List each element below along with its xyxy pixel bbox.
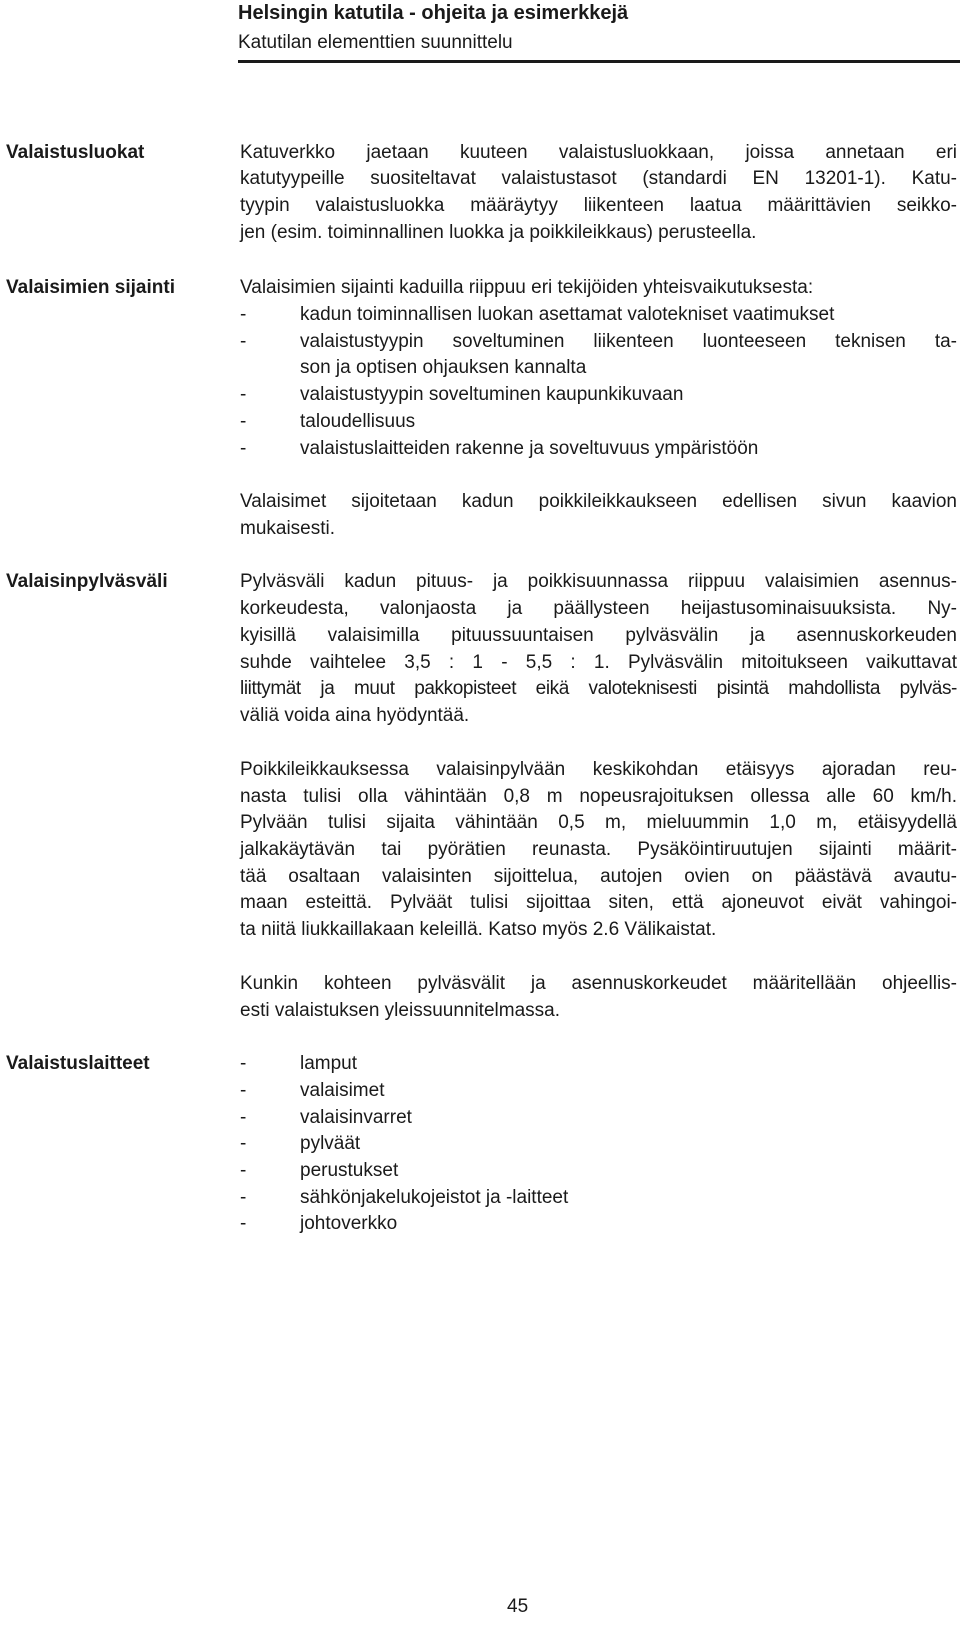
bullet-dash: - (240, 1213, 247, 1234)
pylvasvali-p2-line: Poikkileikkauksessa valaisinpylvään keskikohdan etäisyys ajoradan reu- (240, 759, 957, 780)
bullet-dash: - (240, 1080, 247, 1101)
sijainti-list-item: valaistuslaitteiden rakenne ja soveltuvuus ympäristöön (300, 438, 759, 459)
laitteet-list-item: pylväät (300, 1133, 361, 1154)
document-subtitle: Katutilan elementtien suunnittelu (238, 32, 513, 53)
sijainti-list-item: taloudellisuus (300, 411, 416, 432)
bullet-dash: - (240, 438, 247, 459)
sijainti-paragraph-line: mukaisesti. (240, 518, 336, 539)
bullet-dash: - (240, 1160, 247, 1181)
sijainti-list-item: kadun toiminnallisen luokan asettamat valotekniset vaatimukset (300, 304, 835, 325)
bullet-dash: - (240, 1187, 247, 1208)
pylvasvali-p1-line: suhde vaihtelee 3,5 : 1 - 5,5 : 1. Pylväsvälin mitoitukseen vaikuttavat (240, 652, 957, 673)
section-label-laitteet: Valaistuslaitteet (6, 1053, 150, 1074)
bullet-dash: - (240, 304, 247, 325)
laitteet-list-item: johtoverkko (300, 1213, 398, 1234)
section-label-pylvasvali: Valaisinpylväsväli (6, 571, 168, 592)
pylvasvali-p3-line: esti valaistuksen yleissuunnitelmassa. (240, 1000, 560, 1021)
bullet-dash: - (240, 1133, 247, 1154)
valaistusluokat-line: tyypin valaistusluokka määräytyy liikenteen laatua määrittävien seikko- (240, 195, 957, 216)
pylvasvali-p2-line: maan esteittä. Pylväät tulisi sijoittaa siten, että ajoneuvot eivät vahingoi- (240, 892, 957, 913)
bullet-dash: - (240, 331, 247, 352)
bullet-dash: - (240, 1053, 247, 1074)
pylvasvali-p2-line: nasta tulisi olla vähintään 0,8 m nopeusrajoituksen ollessa alle 60 km/h. (240, 786, 957, 807)
bullet-dash: - (240, 411, 247, 432)
page-number: 45 (507, 1596, 529, 1617)
bullet-dash: - (240, 384, 247, 405)
sijainti-paragraph-line: Valaisimet sijoitetaan kadun poikkileikkaukseen edellisen sivun kaavion (240, 491, 957, 512)
laitteet-list-item: perustukset (300, 1160, 399, 1181)
sijainti-list-item: valaistustyypin soveltuminen liikenteen luonteeseen teknisen ta- (300, 331, 957, 352)
section-label-valaistusluokat: Valaistusluokat (6, 142, 145, 163)
laitteet-list-item: sähkönjakelukojeistot ja -laitteet (300, 1187, 569, 1208)
laitteet-list-item: valaisimet (300, 1080, 385, 1101)
valaistusluokat-line: Katuverkko jaetaan kuuteen valaistusluokkaan, joissa annetaan eri (240, 142, 957, 163)
bullet-dash: - (240, 1107, 247, 1128)
pylvasvali-p3-line: Kunkin kohteen pylväsvälit ja asennuskorkeudet määritellään ohjeellis- (240, 973, 957, 994)
pylvasvali-p1-line: liittymät ja muut pakkopisteet eikä valoteknisesti pisintä mahdollista pylväs- (240, 678, 957, 699)
laitteet-list-item: valaisinvarret (300, 1107, 412, 1128)
pylvasvali-p1-line: kyisillä valaisimilla pituussuuntaisen pylväsvälin ja asennuskorkeuden (240, 625, 957, 646)
valaistusluokat-line: jen (esim. toiminnallinen luokka ja poikkileikkaus) perusteella. (240, 222, 757, 243)
pylvasvali-p2-line: jalkakäytävän tai pyörätien reunasta. Pysäköintiruutujen sijainti määrit- (240, 839, 957, 860)
section-label-sijainti: Valaisimien sijainti (6, 277, 175, 298)
sijainti-list-item: valaistustyypin soveltuminen kaupunkikuvaan (300, 384, 684, 405)
sijainti-intro: Valaisimien sijainti kaduilla riippuu eri tekijöiden yhteisvaikutuksesta: (240, 277, 814, 298)
header-rule (238, 60, 960, 63)
document-title: Helsingin katutila - ohjeita ja esimerkkejä (238, 2, 629, 24)
pylvasvali-p2-line: tää osaltaan valaisinten sijoittelua, autojen ovien on päästävä avautu- (240, 866, 957, 887)
pylvasvali-p2-line: ta niitä liukkaillakaan keleillä. Katso myös 2.6 Välikaistat. (240, 919, 717, 940)
pylvasvali-p1-line: väliä voida aina hyödyntää. (240, 705, 470, 726)
pylvasvali-p1-line: korkeudesta, valonjaosta ja päällysteen heijastusominaisuuksista. Ny- (240, 598, 957, 619)
pylvasvali-p1-line: Pylväsväli kadun pituus- ja poikkisuunnassa riippuu valaisimien asennus- (240, 571, 957, 592)
sijainti-list-item-continuation: son ja optisen ohjauksen kannalta (300, 357, 587, 378)
pylvasvali-p2-line: Pylvään tulisi sijaita vähintään 0,5 m, mieluummin 1,0 m, etäisyydellä (240, 812, 957, 833)
valaistusluokat-line: katutyypeille suositeltavat valaistustasot (standardi EN 13201-1). Katu- (240, 168, 957, 189)
laitteet-list-item: lamput (300, 1053, 358, 1074)
